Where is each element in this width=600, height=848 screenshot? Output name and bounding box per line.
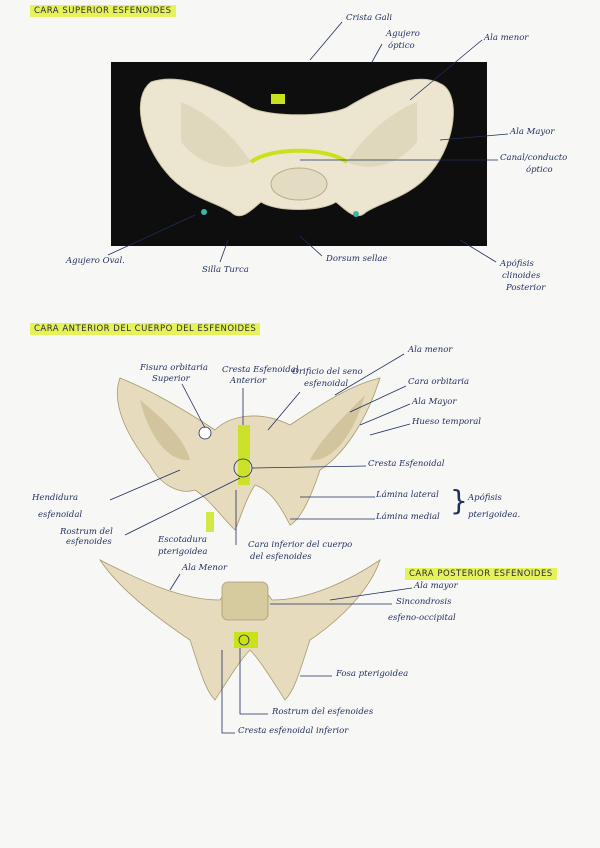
label-agujero-optico-line1: Agujero [386,29,420,39]
label-apofisis-line1: Apófisis [500,259,534,269]
label-cara-inferior-line2: del esfenoides [250,552,312,562]
label-cresta-anterior-line2: Anterior [230,376,267,386]
sphenoid-anterior-illustration [117,378,380,532]
label-orificio-line1: Orificio del seno [292,367,363,377]
label-escotadura-line2: pterigoidea [158,547,208,557]
label-hueso-temporal: Hueso temporal [412,417,482,427]
label-orificio-line2: esfenoidal [304,379,349,389]
label-cara-orbitaria: Cara orbitaria [408,377,470,387]
label-rostrum-ant-line2: esfenoides [66,537,112,547]
section-title-posterior: CARA POSTERIOR ESFENOIDES [405,568,557,580]
label-hendidura-line1: Hendidura [32,493,79,503]
label-ala-mayor-ant: Ala Mayor [412,397,457,407]
label-sincondrosis-line2: esfeno-occipital [388,613,456,623]
label-agujero-oval: Agujero Oval. [66,256,125,266]
label-ala-menor-sup: Ala menor [484,33,529,43]
label-ala-menor-ant: Ala menor [408,345,453,355]
label-ala-mayor-sup: Ala Mayor [510,127,555,137]
label-fosa-pterigoidea: Fosa pterigoidea [336,669,409,679]
label-lamina-lateral: Lámina lateral [376,490,439,500]
label-escotadura-line1: Escotadura [158,535,207,545]
label-cresta-inferior: Cresta esfenoidal inferior [238,726,349,736]
label-dorsum-sellae: Dorsum sellae [326,254,388,264]
label-crista-gali: Crista Gali [346,13,393,23]
label-hendidura-line2: esfenoidal [38,510,83,520]
label-rostrum-post: Rostrum del esfenoides [272,707,374,717]
label-canal-optico-line2: óptico [526,165,553,175]
label-sincondrosis-line1: Sincondrosis [396,597,452,607]
label-rostrum-ant-line1: Rostrum del [60,527,113,537]
label-ala-mayor-post: Ala mayor [414,581,458,591]
label-lamina-medial: Lámina medial [376,512,440,522]
label-canal-optico-line1: Canal/conducto [500,153,568,163]
label-apofisis-line3: Posterior [506,283,546,293]
section-title-superior: CARA SUPERIOR ESFENOIDES [30,5,176,17]
label-cara-inferior-line1: Cara inferior del cuerpo [248,540,353,550]
label-fisura-line1: Fisura orbitaria [140,363,208,373]
label-ala-menor-post: Ala Menor [182,563,228,573]
label-agujero-optico-line2: óptico [388,41,415,51]
section-title-anterior: CARA ANTERIOR DEL CUERPO DEL ESFENOIDES [30,323,260,335]
label-silla-turca: Silla Turca [202,265,249,275]
label-cresta-anterior-line1: Cresta Esfenoidal [222,365,299,375]
label-apofisis-pterigoidea-line2: pterigoidea. [468,510,521,520]
label-apofisis-pterigoidea-line1: Apófisis [468,493,502,503]
label-fisura-line2: Superior [152,374,190,384]
brace-apofisis: } [450,484,468,517]
label-apofisis-line2: clinoides [502,271,541,281]
label-cresta-esfenoidal: Cresta Esfenoidal [368,459,445,469]
